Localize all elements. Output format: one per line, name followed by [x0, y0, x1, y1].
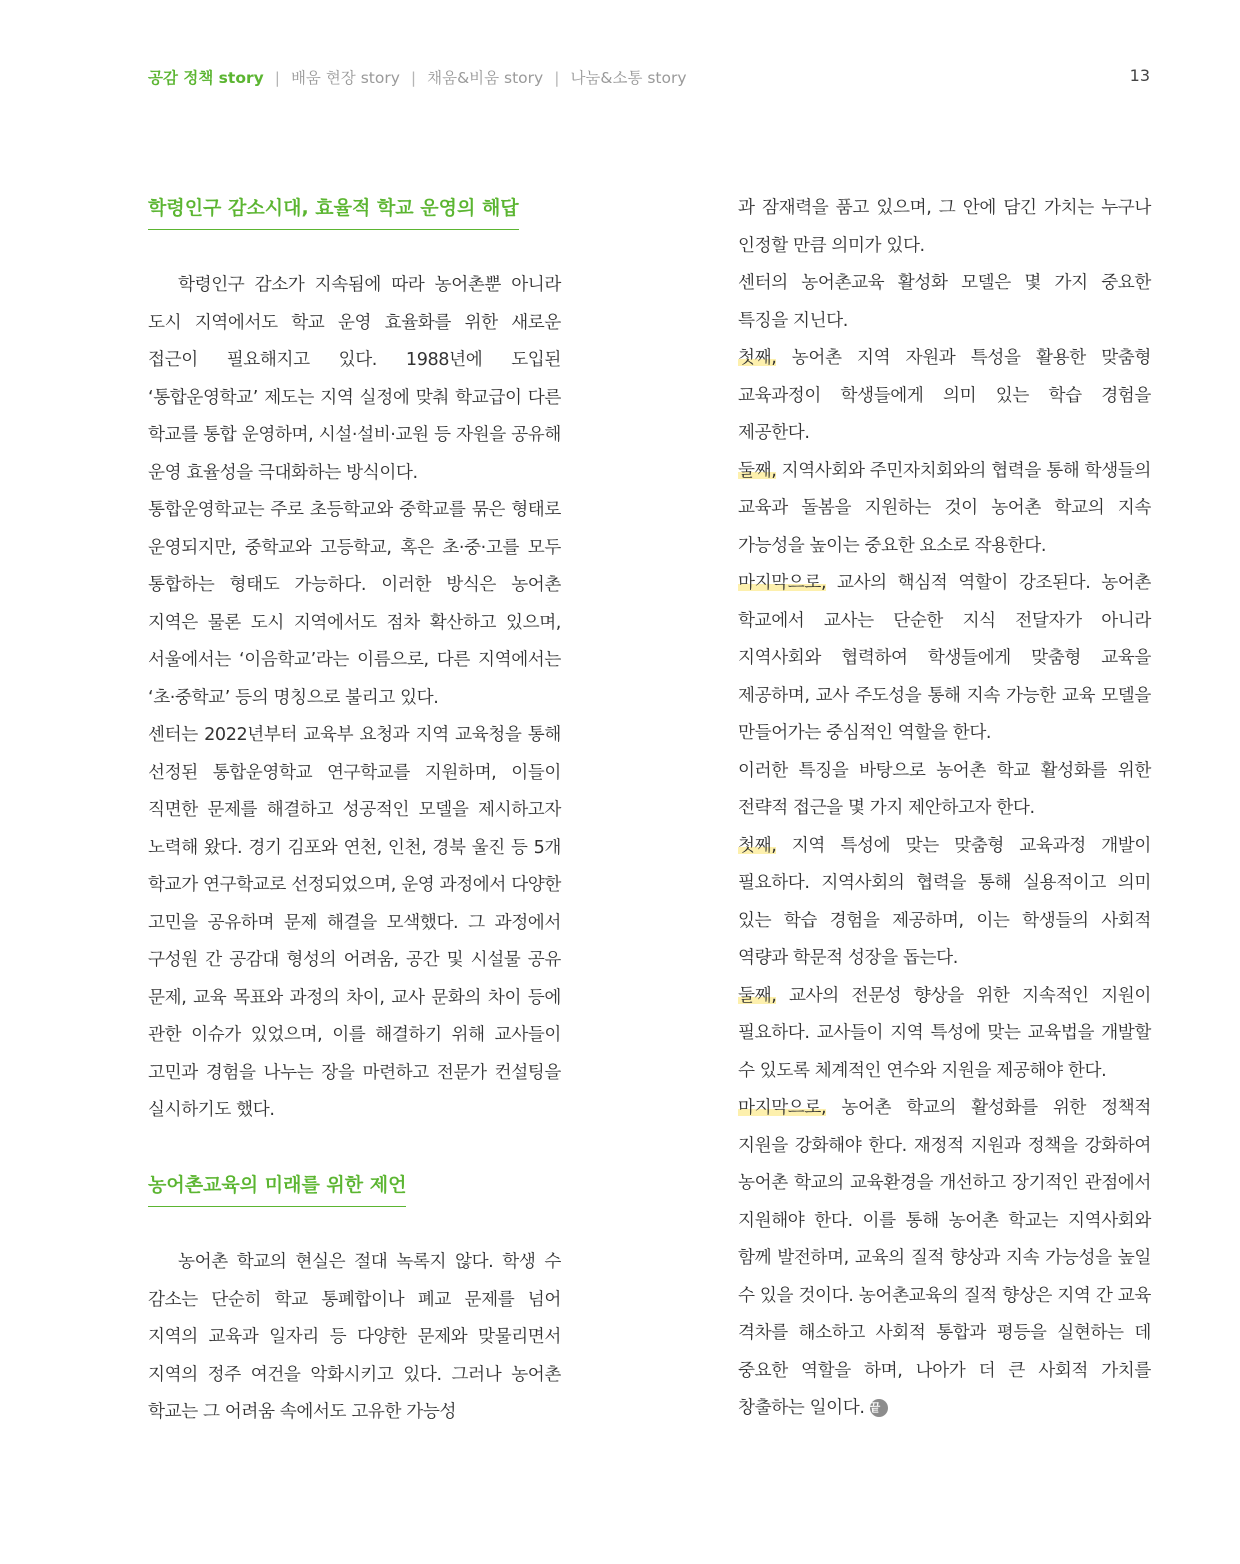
feature-text: 농어촌 지역 자원과 특성을 활용한 맞춤형 교육과정이 학생들에게 의미 있는 학습 경험을 제공한다.	[738, 348, 1151, 443]
left-column	[148, 190, 561, 1432]
feature-item	[738, 340, 1151, 453]
right-column	[738, 190, 1151, 1428]
section-nav	[148, 66, 687, 88]
strategy-text: 지역 특성에 맞는 맞춤형 교육과정 개발이 필요하다. 지역사회의 협력을 통해 실용적이고 의미 있는 학습 경험을 제공하며, 이는 학생들의 사회적 역량과 학문적 성장을 돕는다.	[738, 835, 1151, 968]
nav-item-policy-story[interactable]: 공감 정책 story	[148, 69, 264, 87]
paragraph: 농어촌 학교의 현실은 절대 녹록지 않다. 학생 수 감소는 단순히 학교 통폐합이나 폐교 문제를 넘어 지역의 교육과 일자리 등 다양한 문제와 맞물리면서 지역의 정주 여건을 악화시키고 있다. 그러나 농어촌 학교는 그 어려움 속에서도 고유한 가능성	[148, 1252, 561, 1422]
paragraph: 과 잠재력을 품고 있으며, 그 안에 담긴 가치는 누구나 인정할 만큼 의미가 있다.	[738, 198, 1151, 256]
end-mark-icon: 끝	[870, 1399, 888, 1417]
paragraph: 학령인구 감소가 지속됨에 따라 농어촌뿐 아니라 도시 지역에서도 학교 운영 효율화를 위한 새로운 접근이 필요해지고 있다. 1988년에 도입된 ‘통합운영학교’ 제도는 지역 실정에 맞춰 학교급이 다른 학교를 통합 운영하며, 시설·설비·교원 등 자원을 공유해 운영 효율성을 극대화하는 방식이다.	[148, 275, 561, 483]
feature-item	[738, 565, 1151, 753]
paragraph: 이러한 특징을 바탕으로 농어촌 학교 활성화를 위한 전략적 접근을 몇 가지 제안하고자 한다.	[738, 760, 1151, 818]
spacer	[148, 1207, 561, 1245]
section-title-future-proposals: 농어촌교육의 미래를 위한 제언	[148, 1167, 406, 1207]
paragraph: 센터는 2022년부터 교육부 요청과 지역 교육청을 통해 선정된 통합운영학교 연구학교를 지원하며, 이들이 직면한 문제를 해결하고 성공적인 모델을 제시하고자 노력해 왔다. 경기 김포와 연천, 인천, 경북 울진 등 5개 학교가 연구학교로 선정되었으며, 운영 과정에서 다양한 고민을 공유하며 문제 해결을 모색했다. 그 과정에서 구성원 간 공감대 형성의 어려움, 공간 및 시설물 공유 문제, 교육 목표와 과정의 차이, 교사 문화의 차이 등에 관한 이슈가 있었으며, 이를 해결하기 위해 교사들이 고민과 경험을 나누는 장을 마련하고 전문가 컨설팅을 실시하기도 했다.	[148, 725, 561, 1120]
nav-separator: |	[410, 69, 417, 87]
strategy-item	[738, 1090, 1151, 1428]
feature-text: 지역사회와 주민자치회와의 협력을 통해 학생들의 교육과 돌봄을 지원하는 것이 농어촌 학교의 지속 가능성을 높이는 중요한 요소로 작용한다.	[738, 460, 1151, 556]
page-number: 13	[1129, 66, 1150, 85]
feature-item	[738, 453, 1151, 566]
feature-text: 교사의 핵심적 역할이 강조된다. 농어촌 학교에서 교사는 단순한 지식 전달자가 아니라 지역사회와 협력하여 학생들에게 맞춤형 교육을 제공하며, 교사 주도성을 통해 지속 가능한 교육 모델을 만들어가는 중심적인 역할을 한다.	[738, 573, 1151, 743]
strategy-item	[738, 828, 1151, 978]
section-title-student-decline: 학령인구 감소시대, 효율적 학교 운영의 해답	[148, 190, 519, 230]
paragraph: 통합운영학교는 주로 초등학교와 중학교를 묶은 형태로 운영되지만, 중학교와 고등학교, 혹은 초·중·고를 모두 통합하는 형태도 가능하다. 이러한 방식은 농어촌 지역은 물론 도시 지역에서도 점차 확산하고 있으며, 서울에서는 ‘이음학교’라는 이름으로, 다른 지역에서는 ‘초·중학교’ 등의 명칭으로 불리고 있다.	[148, 500, 561, 708]
highlight-lead: 첫째,	[738, 348, 777, 368]
nav-item-learning-story[interactable]: 배움 현장 story	[290, 69, 400, 87]
highlight-lead: 마지막으로,	[738, 573, 827, 593]
strategy-text: 교사의 전문성 향상을 위한 지속적인 지원이 필요하다. 교사들이 지역 특성에 맞는 교육법을 개발할 수 있도록 체계적인 연수와 지원을 제공해야 한다.	[738, 985, 1151, 1081]
highlight-lead: 첫째,	[738, 835, 777, 856]
nav-separator: |	[274, 69, 280, 87]
nav-item-sharing-story[interactable]: 나눔&소통 story	[570, 69, 687, 87]
strategy-item	[738, 978, 1151, 1091]
spacer	[148, 230, 561, 268]
highlight-lead: 둘째,	[738, 985, 777, 1006]
highlight-lead: 마지막으로,	[738, 1098, 827, 1118]
nav-item-filling-story[interactable]: 채움&비움 story	[427, 69, 544, 87]
paragraph: 센터의 농어촌교육 활성화 모델은 몇 가지 중요한 특징을 지닌다.	[738, 273, 1151, 331]
nav-separator: |	[554, 69, 560, 87]
page-header	[148, 66, 1150, 92]
spacer	[148, 1130, 561, 1168]
highlight-lead: 둘째,	[738, 460, 777, 481]
strategy-text: 농어촌 학교의 활성화를 위한 정책적 지원을 강화해야 한다. 재정적 지원과 정책을 강화하여 농어촌 학교의 교육환경을 개선하고 장기적인 관점에서 지원해야 한다. 이를 통해 농어촌 학교는 지역사회와 함께 발전하며, 교육의 질적 향상과 지속 가능성을 높일 수 있을 것이다. 농어촌교육의 질적 향상은 지역 간 교육 격차를 해소하고 사회적 통합과 평등을 실현하는 데 중요한 역할을 하며, 나아가 더 큰 사회적 가치를 창출하는 일이다.	[738, 1098, 1151, 1418]
